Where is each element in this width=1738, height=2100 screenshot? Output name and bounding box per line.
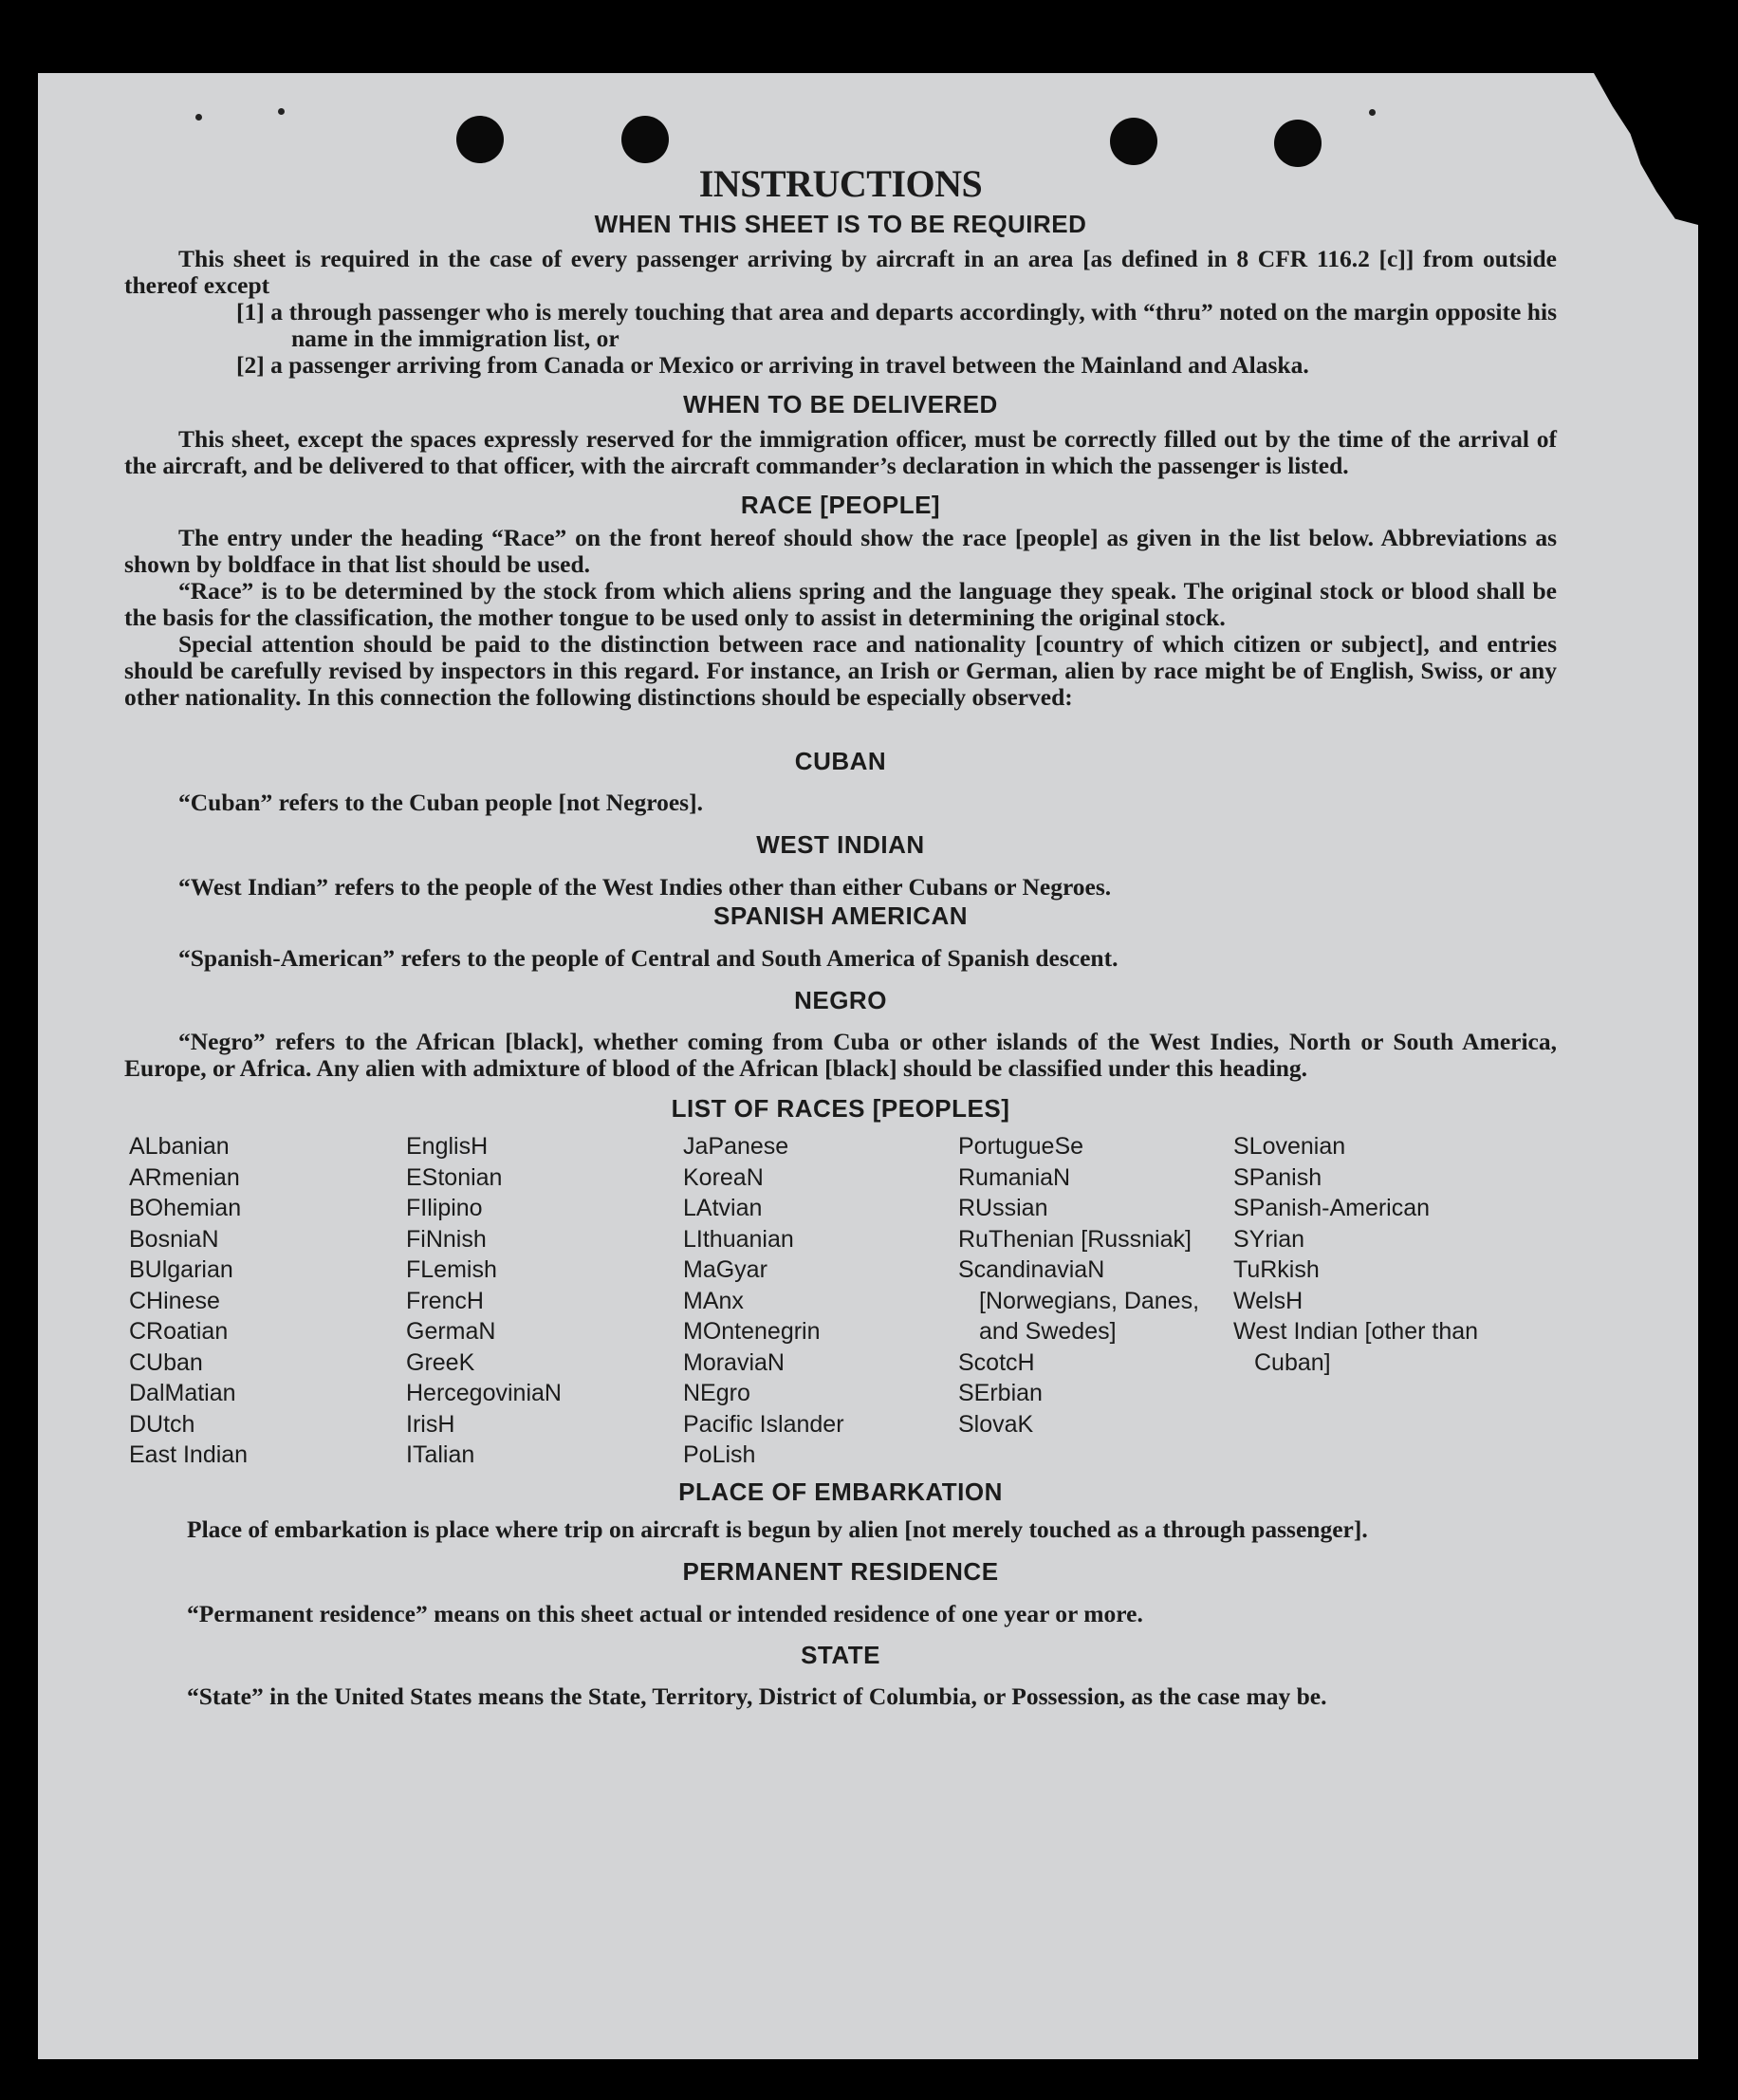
race-entry: MaGyar [683,1256,767,1283]
race-entry: CUban [129,1348,203,1376]
race-entry: MAnx [683,1287,744,1314]
race-entry: CHinese [129,1287,220,1314]
exception-item: [2] a passenger arriving from Canada or Mexico or arriving in travel between the Mainland and Alaska. [236,351,1309,379]
race-entry: West Indian [other than Cuban] [1233,1318,1479,1376]
cuban-heading: CUBAN [794,747,887,775]
race-heading: RACE [PEOPLE] [740,491,941,519]
race-column [1233,1131,1508,1471]
race-entry: LAtvian [683,1195,763,1221]
race-column [406,1131,683,1471]
race-paragraph: The entry under the heading “Race” on the front hereof should show the race [people] as given in the list below. Abbreviations as shown by boldface in that list should be used. [124,524,1557,578]
race-entry: ARmenian [129,1163,240,1191]
race-entry: SYrian [1233,1225,1305,1253]
embarkation-heading: PLACE OF EMBARKATION [678,1477,1003,1506]
race-entry: FiNnish [406,1225,487,1253]
spanish-american-heading: SPANISH AMERICAN [712,901,968,930]
race-entry: KoreaN [683,1163,764,1191]
embarkation-text: Place of embarkation is place where trip on aircraft is begun by alien [not merely touched as a through passenger]. [187,1515,1368,1543]
race-entry: TuRkish [1233,1256,1320,1283]
document-page [38,73,1698,2059]
punch-mark [1369,109,1376,116]
state-text: “State” in the United States means the State, Territory, District of Columbia, or Possession, as the case may be. [187,1682,1327,1710]
negro-heading: NEGRO [794,986,887,1014]
race-entry: ALbanian [129,1133,230,1160]
race-entry: SPanish [1233,1163,1322,1191]
race-entry: DalMatian [129,1380,236,1406]
race-entry: FrencH [406,1287,484,1314]
west-indian-text: “West Indian” refers to the people of the West Indies other than either Cubans or Negroes. [178,873,1112,901]
race-entry: SPanish-American [1233,1195,1431,1221]
race-entry: JaPanese [683,1133,789,1160]
race-entry: GermaN [406,1318,496,1345]
race-entry: BOhemian [129,1195,242,1221]
instructions-content [124,162,1557,1710]
punch-hole [1110,118,1157,165]
race-paragraph: Special attention should be paid to the distinction between race and nationality [country of which citizen or subject], and entries should be carefully revised by inspectors in this regard. For instance, an Irish or German, alien by race might be of English, Swiss, or any other nationality. In this connection the following distinctions should be especially observed: [124,630,1557,711]
race-entry: EStonian [406,1163,503,1191]
race-entry: GreeK [406,1348,475,1376]
race-entry: BosniaN [129,1225,219,1253]
race-entry: MOntenegrin [683,1318,821,1345]
race-entry: ScotcH [958,1348,1035,1376]
west-indian-heading: WEST INDIAN [756,830,925,859]
delivered-text: This sheet, except the spaces expressly reserved for the immigration officer, must be correctly filled out by the time of the arrival of the aircraft, and be delivered to that officer, with the aircraft commander’s declaration in which the passenger is listed. [124,425,1557,479]
spanish-american-text: “Spanish-American” refers to the people of Central and South America of Spanish descent. [178,944,1119,972]
race-entry: EnglisH [406,1133,489,1160]
negro-text: “Negro” refers to the African [black], whether coming from Cuba or other islands of the West Indies, North or South America, Europe, or Africa. Any alien with admixture of blood of the African [black] should be classified under this heading. [124,1028,1557,1082]
race-entry: IrisH [406,1410,455,1438]
punch-mark [278,108,285,115]
race-entry: ITalian [406,1441,475,1468]
punch-hole [621,116,669,163]
punch-hole [456,116,504,163]
torn-corner [1594,73,1698,225]
race-entry: RumaniaN [958,1163,1071,1191]
race-entry: FIlipino [406,1195,483,1221]
race-entry: RuThenian [Russniak] [958,1225,1192,1253]
race-column [683,1131,958,1471]
required-text: This sheet is required in the case of every passenger arriving by aircraft in an area [as defined in 8 CFR 116.2 [c]] from outside thereof except [124,245,1557,299]
punch-hole [1274,120,1322,167]
page-title: INSTRUCTIONS [698,162,983,205]
race-column [129,1131,406,1471]
cuban-text: “Cuban” refers to the Cuban people [not Negroes]. [178,789,703,816]
race-entry: MoraviaN [683,1348,785,1376]
state-heading: STATE [801,1640,880,1669]
race-entry: SErbian [958,1380,1043,1406]
race-entry: ScandinaviaN [Norwegians, Danes, and Swedes] [958,1256,1200,1345]
race-entry: WelsH [1233,1287,1304,1314]
required-heading: WHEN THIS SHEET IS TO BE REQUIRED [594,210,1087,238]
delivered-heading: WHEN TO BE DELIVERED [683,390,998,418]
punch-mark [195,114,202,121]
race-list-heading: LIST OF RACES [PEOPLES] [671,1094,1010,1123]
race-list [129,1131,1557,1471]
race-column [958,1131,1233,1471]
race-paragraph: “Race” is to be determined by the stock from which aliens spring and the language they speak. The original stock or blood shall be the basis for the classification, the mother tongue to be used only to assist in determining the original stock. [124,577,1557,631]
race-entry: NEgro [683,1380,750,1406]
race-entry: FLemish [406,1256,497,1283]
race-entry: Pacific Islander [683,1410,844,1438]
race-entry: CRoatian [129,1318,229,1345]
exception-item: [1] a through passenger who is merely touching that area and departs accordingly, with “thru” noted on the margin opposite his name in the immigration list, or [236,298,1557,352]
race-entry: PoLish [683,1441,756,1468]
race-entry: BUlgarian [129,1256,233,1283]
residence-text: “Permanent residence” means on this sheet actual or intended residence of one year or more. [187,1599,1143,1627]
race-entry: SlovaK [958,1410,1034,1438]
residence-heading: PERMANENT RESIDENCE [682,1556,999,1586]
race-entry: DUtch [129,1410,195,1438]
race-entry: HercegoviniaN [406,1380,562,1406]
race-entry: PortugueSe [958,1133,1084,1160]
race-entry: East Indian [129,1441,249,1468]
race-entry: SLovenian [1233,1133,1346,1160]
race-entry: LIthuanian [683,1225,794,1253]
race-entry: RUssian [958,1195,1048,1221]
